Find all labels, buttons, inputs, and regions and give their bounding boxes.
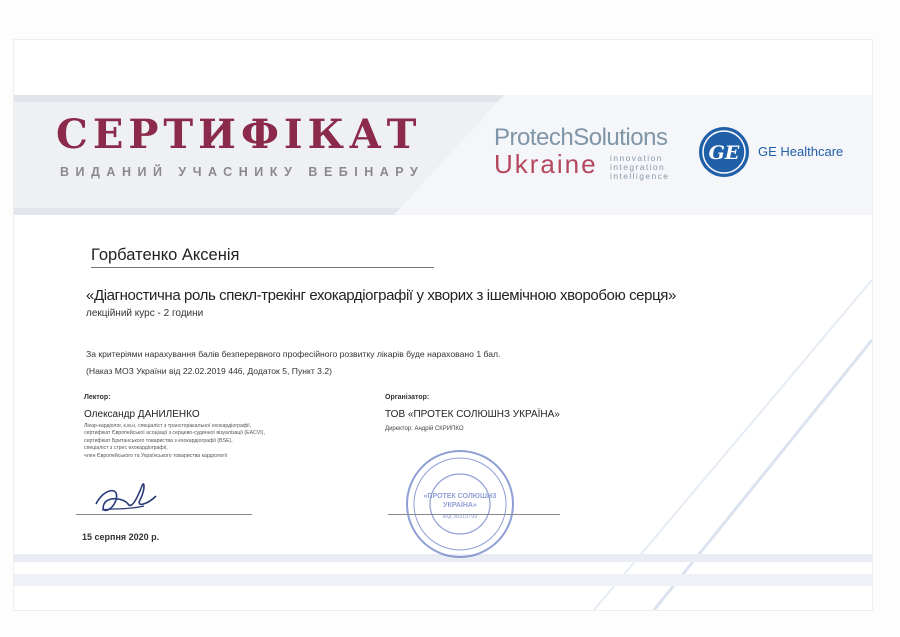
certificate-sheet — [14, 40, 872, 610]
organizer-label: Організатор: — [385, 394, 430, 401]
protech-logo-tagline: innovation integration intelligence — [610, 153, 670, 181]
protech-logo — [494, 126, 669, 181]
lecturer-label: Лектор: — [84, 394, 111, 401]
lecturer-name: Олександр ДАНИЛЕНКО — [84, 409, 200, 420]
ge-logo-icon — [698, 126, 750, 178]
protech-logo-country: Ukraine — [494, 149, 598, 179]
ge-logo-mark: GE — [708, 142, 740, 164]
ge-healthcare-text: GE Healthcare — [758, 144, 844, 159]
course-duration: лекційний курс - 2 години — [86, 308, 204, 319]
course-title: «Діагностична роль спекл-трекінг ехокардіографії у хворих з ішемічною хворобою серця» — [86, 287, 676, 304]
organizer-signature-line — [388, 514, 560, 515]
ministry-order: (Наказ МОЗ України від 22.02.2019 446, Додаток 5, Пункт 3.2) — [86, 366, 332, 376]
protech-logo-name: ProtechSolutions — [494, 124, 668, 151]
certificate-subtitle: ВИДАНИЙ УЧАСНИКУ ВЕБІНАРУ — [60, 165, 425, 179]
organization-stamp — [404, 448, 516, 560]
participant-name: Горбатенко Аксенія — [91, 246, 240, 264]
certificate-title: СЕРТИФІКАТ — [56, 111, 422, 158]
issue-date: 15 серпня 2020 р. — [82, 532, 160, 542]
organizer-name: ТОВ «ПРОТЕК СОЛЮШНЗ УКРАЇНА» — [385, 409, 560, 420]
stamp-code: код 38319799 — [442, 514, 478, 520]
stamp-center-line2: УКРАЇНА» — [443, 502, 477, 509]
lecturer-signature-line — [76, 514, 252, 515]
cpd-criteria: За критеріями нарахування балів безперервного професійного розвитку лікарів буде нараховано 1 бал. — [86, 349, 501, 359]
lecturer-bio: Лікар-кардіолог, к.м.н, спеціаліст з трансторакальної ехокардіографії, сертифікат Європейської асоціації з серцево-судинної візуалізації (EACVI), сертифікат Британського товариства з ехокардіографії (BSE), спеціаліст з стрес ехокардіографії, член Європейського та Українського товариства кардіології — [84, 423, 265, 459]
organizer-director: Директор: Андрій СКРИПКО — [385, 426, 464, 432]
name-underline — [91, 267, 434, 268]
stamp-center-line1: «ПРОТЕК СОЛЮШНЗ — [423, 493, 497, 500]
